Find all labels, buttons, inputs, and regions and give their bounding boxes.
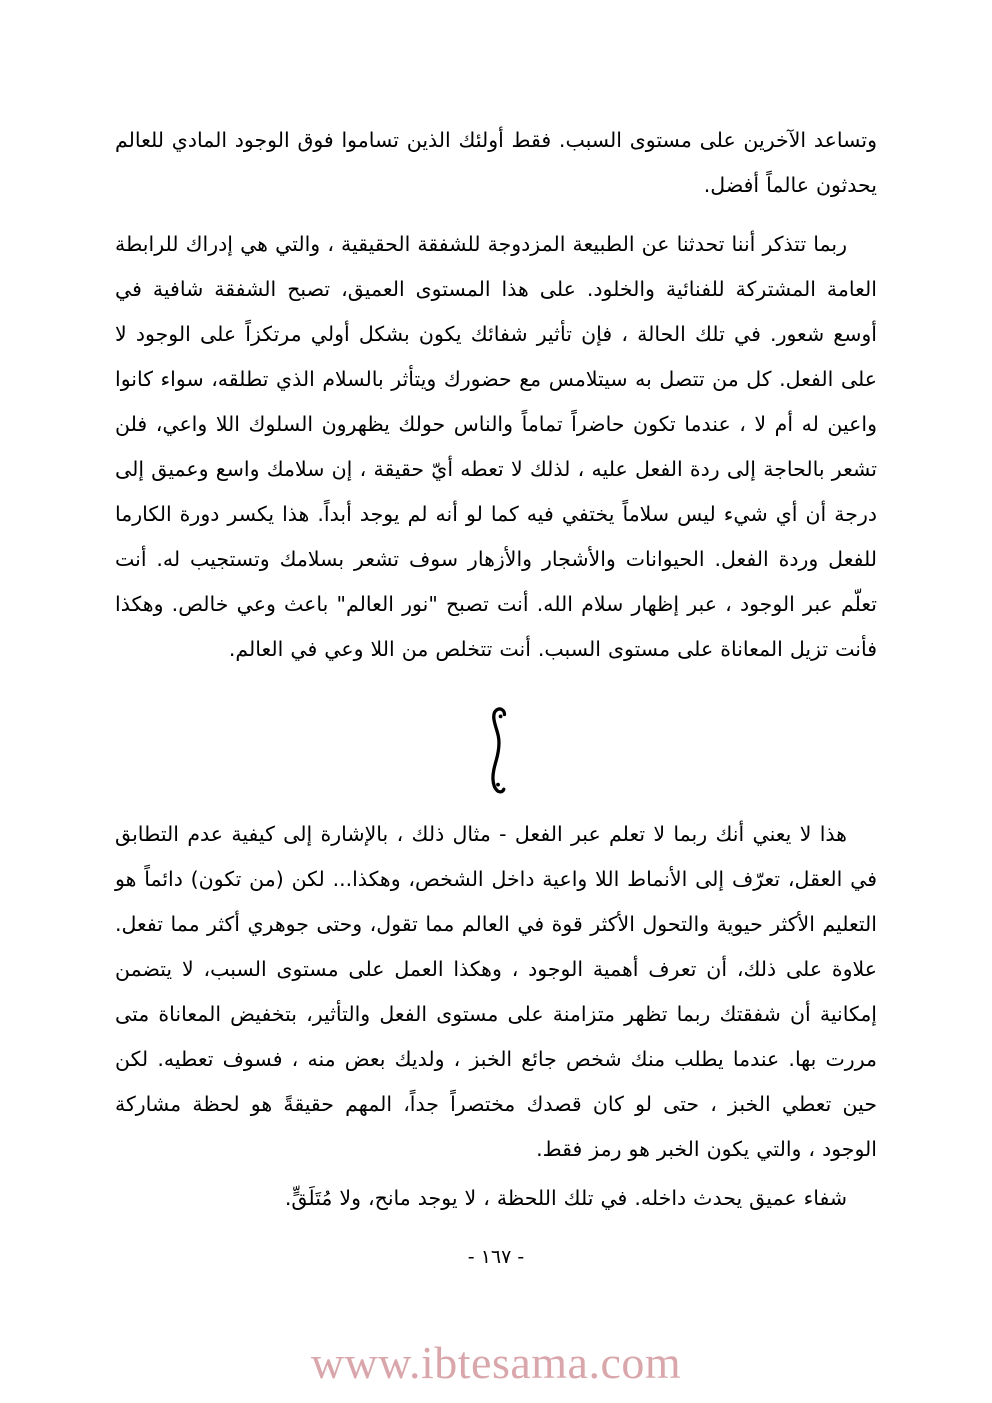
- page-number: - ١٦٧ -: [467, 1246, 525, 1268]
- section-divider: [0, 700, 992, 805]
- paragraph-body: ربما تتذكر أننا تحدثنا عن الطبيعة المزدوجة للشفقة الحقيقية ، والتي هي إدراك للرابطة العامة المشتركة للفنائية والخلود. على هذا المستوى العميق، تصبح الشفقة شافية في أوسع شعور. في تلك الحالة ، فإن تأثير شفائك يكون بشكل أولي مرتكزاً على الوجود لا على الفعل. كل من تتصل به سيتلامس مع حضورك ويتأثر بالسلام الذي تطلقه، سواء كانوا واعين له أم لا ، عندما تكون حاضراً تماماً والناس حولك يظهرون السلوك اللا واعي، فلن تشعر بالحاجة إلى ردة الفعل عليه ، لذلك لا تعطه أيّ حقيقة ، إن سلامك واسع وعميق إلى درجة أن أي شيء ليس سلاماً يختفي فيه كما لو أنه لم يوجد أبداً. هذا يكسر دورة الكارما للفعل وردة الفعل. الحيوانات والأشجار والأزهار سوف تشعر بسلامك وتستجيب له. أنت تعلّم عبر الوجود ، عبر إظهار سلام الله. أنت تصبح "نور العالم" باعث وعي خالص. وهكذا فأنت تزيل المعاناة على مستوى السبب. أنت تتخلص من اللا وعي في العالم.: [115, 232, 877, 661]
- body-text-section-two: [115, 812, 877, 1225]
- site-watermark: www.ibtesama.com: [310, 1337, 682, 1388]
- paragraph-continuation: وتساعد الآخرين على مستوى السبب. فقط أولئك الذين تساموا فوق الوجود المادي للعالم يحدثون عالماً أفضل.: [115, 128, 877, 197]
- body-text-section-one: [115, 118, 877, 672]
- paragraph-body: هذا لا يعني أنك ربما لا تعلم عبر الفعل - مثال ذلك ، بالإشارة إلى كيفية عدم التطابق في العقل، تعرّف إلى الأنماط اللا واعية داخل الشخص، وهكذا... لكن (من تكون) دائماً هو التعليم الأكثر حيوية والتحول الأكثر قوة في العالم مما تقول، وحتى جوهري أكثر مما تفعل. علاوة على ذلك، أن تعرف أهمية الوجود ، وهكذا العمل على مستوى السبب، لا يتضمن إمكانية أن شفقتك ربما تظهر متزامنة على مستوى الفعل والتأثير، بتخفيض المعاناة متى مررت بها. عندما يطلب منك شخص جائع الخبز ، ولديك بعض منه ، فسوف تعطيه. لكن حين تعطي الخبز ، حتى لو كان قصدك مختصراً جداً، المهم حقيقةً هو لحظة مشاركة الوجود ، والتي يكون الخبر هو رمز فقط.: [115, 822, 877, 1161]
- flourish-icon: [474, 707, 518, 799]
- paragraph-closing: شفاء عميق يحدث داخله. في تلك اللحظة ، لا يوجد مانح، ولا مُتَلَقٍّ.: [284, 1186, 847, 1210]
